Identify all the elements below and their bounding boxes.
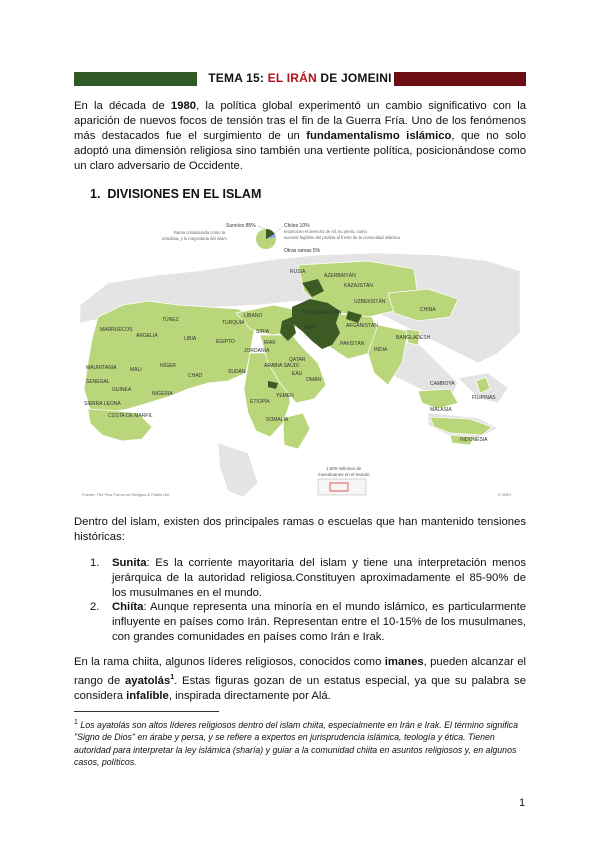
country-label: CAMBOYA [430,381,455,387]
legend-sunnis-line1: Rama considerada como la [174,230,225,235]
country-label: KAZAJSTÁN [344,283,373,289]
legend-sunnis-line2: ortodoxa, y la mayoritaria del islam [162,236,227,241]
page-header [74,72,526,86]
title-highlight: EL IRÁN [267,71,317,85]
country-label: INDIA [374,347,388,353]
inset-line1: 1.500 millones de [326,466,362,471]
list-item-sunni: 1. Sunita: Es la corriente mayoritaria del islam y tiene una interpretación menos jerárquica de la autoridad religiosa.Constituyen aproximadamente el 85-90% de los musulmanes en el mundo. [90,557,526,599]
country-label: IRAK [264,340,276,346]
country-label: AZERBAIYÁN [324,273,356,279]
country-label: PAKISTÁN [340,341,365,347]
country-label: ARABIA SAUDÍ [264,363,299,369]
legend-shiites-title: Chiíes 10% [284,223,310,229]
country-label: TURKMENISTÁN [302,310,342,316]
section-heading: 1. DIVISIONES EN EL ISLAM [90,187,262,201]
country-label: SUDÁN [228,369,246,375]
country-label: TURQUÍA [222,320,245,326]
legend-sunnis-title: Sunníes 85% [226,223,256,229]
country-label: NÍGER [160,363,176,369]
list-item-shia: 2. Chiíta: Aunque representa una minoría en el mundo islámico, es particularmente influyente en países como Irán. Representan entre el 10-15% de los musulmanes, con grandes comunidades en países como Irán e Irak. [90,601,526,643]
ayatollah-paragraph: En la rama chiita, algunos líderes religiosos, conocidos como imanes, pueden alcanzar el rango de ayatolás$^1$. Estas figuras gozan de un estatus especial, ya que su palabra se considera infalible, inspirada directamente por Alá. [74,656,526,702]
country-label: EGIPTO [216,339,235,345]
country-label: SENEGAL [86,379,110,385]
country-label: JORDANIA [244,348,270,354]
page-title: TEMA 15: EL IRÁN DE JOMEINI [208,71,392,85]
country-label: SIRIA [256,329,270,335]
country-label: CHINA [420,307,436,313]
country-label: UZBEKISTÁN [354,299,386,305]
country-label: LIBIA [184,336,197,342]
legend-other: Otras ramas 5% [284,248,321,254]
region-malaysia [418,389,458,409]
country-label: EAU [292,371,303,377]
intro-paragraph: En la década de 1980, la política global experimentó un cambio significativo con la aparición de nuevos focos de tensión tras el fin de la Guerra Fría. Uno de los fenómenos más destacados fue el surgimiento de un fundamentalismo islámico, que no solo adoptó una dimensión religiosa sino también una vertiente política, posicionándose como un claro adversario de Occidente. [74,100,527,172]
country-label: FILIPINAS [472,395,496,401]
country-label: NIGERIA [152,391,173,397]
legend-shiites-line1: reconocen el derecho de Alí, su yerno, como [284,229,367,234]
footnote-ref: 1 [170,674,175,681]
country-label: CHAD [188,373,203,379]
country-label: GUINEA [112,387,132,393]
region-iran [292,299,340,349]
country-label: YEMEN [276,393,294,399]
page-number: 1 [519,797,526,809]
islam-world-map [78,213,522,499]
country-label: SOMALIA [266,417,289,423]
region-indonesia [430,417,492,435]
country-label: MAURITANIA [86,365,117,371]
country-label: IRÁN [304,325,316,331]
country-label: RUSIA [290,269,306,275]
inset-line2: musulmanes en el mundo [318,472,370,477]
country-label: LÍBANO [244,313,263,319]
country-label: ARGELIA [136,333,158,339]
legend-shiites-line2: sucesor legítimo del profeta al frente de la comunidad islámica [284,235,400,240]
map-source: Fuente: The Pew Forum on Religion & Public Life [82,492,170,497]
country-label: COSTA DE MARFIL [108,413,153,419]
map-legend [162,223,401,254]
country-label: INDONESIA [460,437,488,443]
country-label: MALI [130,367,142,373]
country-label: BANGLADESH [396,335,431,341]
country-label: OMÁN [306,377,321,383]
country-label: TÚNEZ [162,317,179,323]
country-label: MALASIA [430,407,452,413]
country-label: AFGANISTÁN [346,323,378,329]
country-label: SIERRA LEONA [84,401,121,407]
country-label: QATAR [289,357,306,363]
map-inset [318,466,370,495]
branches-intro: Dentro del islam, existen dos principales ramas o escuelas que han mantenido tensiones históricas: [74,516,526,543]
map-credit: © WIKI [498,492,511,497]
footnote: $^1$ Los ayatolás son altos líderes religiosos dentro del islam chiita, especialmente en Irán e Irak. El término significa "Signo de Dios" en árabe y persa, y se refiere a expertos en jurisprudencia islámica, teología y ética. Tienen autoridad para interpretar la ley islámica (sharía) y guiar a la comunidad chiita en asuntos religiosos y, en algunos casos, políticos. [74,719,518,768]
country-label: MARRUECOS [100,327,133,333]
country-label: ETIOPÍA [250,399,270,405]
footnote-divider [74,711,219,712]
